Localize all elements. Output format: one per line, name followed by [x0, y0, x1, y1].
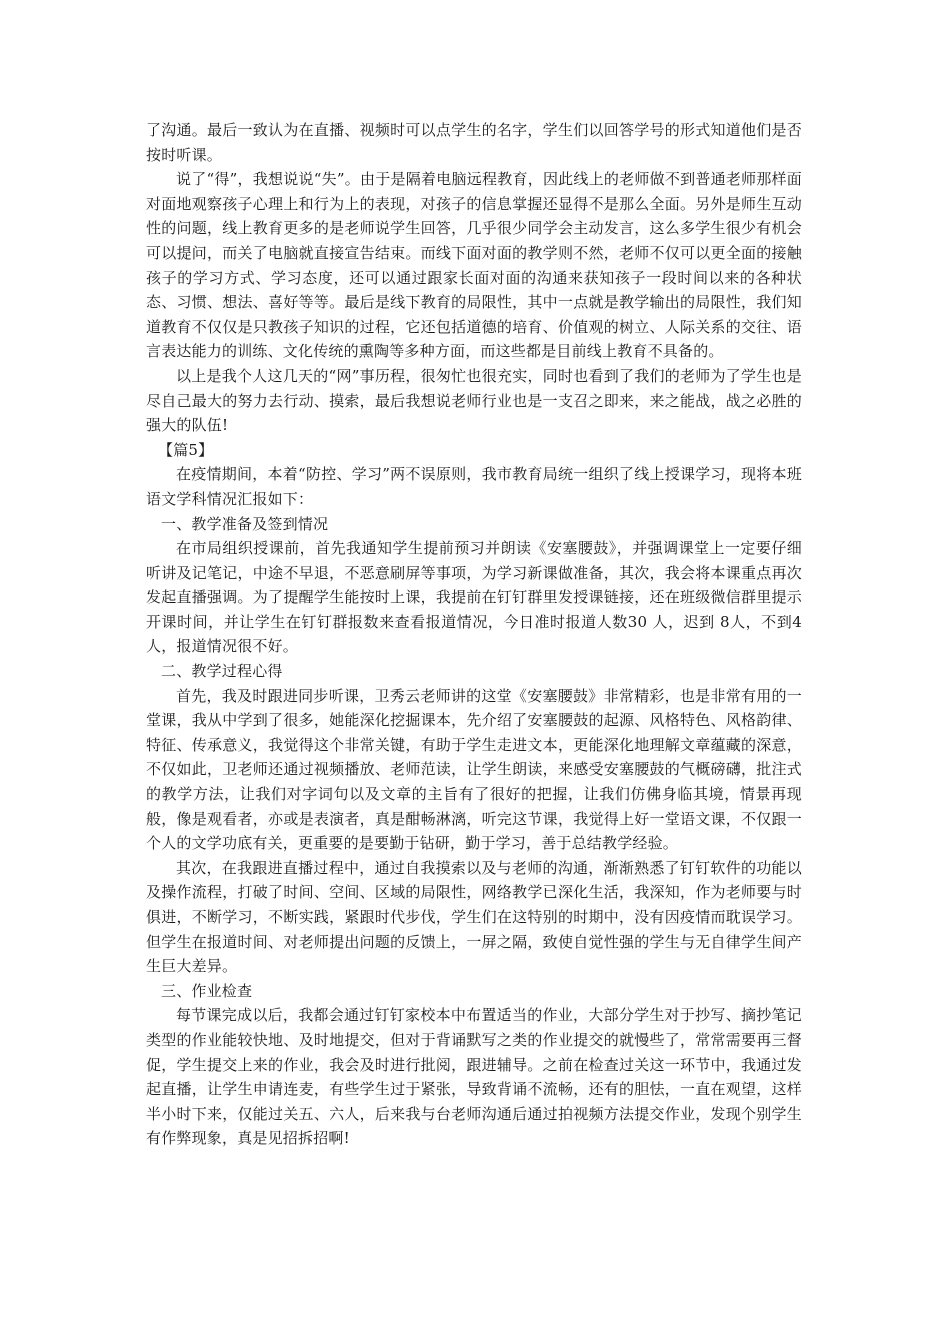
paragraph: 在疫情期间，本着“防控、学习”两不误原则，我市教育局统一组织了线上授课学习，现将本班语文学科情况汇报如下：	[146, 465, 802, 508]
paragraph: 首先，我及时跟进同步听课，卫秀云老师讲的这堂《安塞腰鼓》非常精彩，也是非常有用的一堂课，我从中学到了很多，她能深化挖掘课本，先介绍了安塞腰鼓的起源、风格特色、风格韵律、特征、传承意义，我觉得这个非常关键，有助于学生走进文本，更能深化地理解文章蕴藏的深意，不仅如此，卫老师还通过视频播放、老师范读，让学生朗读，来感受安塞腰鼓的气概磅礴，批注式的教学方法，让我们对字词句以及文章的主旨有了很好的把握，让我们仿佛身临其境，情景再现般，像是观看者，亦或是表演者，真是酣畅淋漓，听完这节课，我觉得上好一堂语文课，不仅跟一个人的文学功底有关，更重要的是要勤于钻研，勤于学习，善于总结教学经验。	[146, 686, 802, 853]
subsection-heading: 一、教学准备及签到情况	[161, 514, 329, 533]
paragraph: 以上是我个人这几天的“网”事历程，很匆忙也很充实，同时也看到了我们的老师为了学生也是尽自己最大的努力去行动、摸索，最后我想说老师行业也是一支召之即来，来之能战，战之必胜的强大的队伍!	[146, 366, 802, 435]
subsection-heading: 三、作业检查	[161, 981, 253, 1000]
subsection-heading: 二、教学过程心得	[161, 662, 283, 681]
paragraph: 其次，在我跟进直播过程中，通过自我摸索以及与老师的沟通，渐渐熟悉了钉钉软件的功能以及操作流程，打破了时间、空间、区域的局限性，网络教学已深化生活，我深知，作为老师要与时俱进，不断学习，不断实践，紧跟时代步伐，学生们在这特别的时期中，没有因疫情而耽误学习。但学生在报道时间、对老师提出问题的反馈上，一屏之隔，致使自觉性强的学生与无自律学生间产生巨大差异。	[146, 858, 802, 976]
document-body	[146, 118, 802, 1151]
section-heading: 【篇5】	[158, 440, 214, 459]
paragraph: 在市局组织授课前，首先我通知学生提前预习并朗读《安塞腰鼓》，并强调课堂上一定要仔细听讲及记笔记，中途不早退，不恶意刷屏等事项，为学习新课做准备，其次，我会将本课重点再次发起直播强调。为了提醒学生能按时上课，我提前在钉钉群里发授课链接，还在班级微信群里提示开课时间，并让学生在钉钉群报数来查看报道情况，今日准时报道人数30 人，迟到 8人，不到4人，报道情况很不好。	[146, 539, 802, 656]
paragraph: 说了“得”，我想说说“失”。由于是隔着电脑远程教育，因此线上的老师做不到普通老师那样面对面地观察孩子心理上和行为上的表现，对孩子的信息掌握还显得不是那么全面。另外是师生互动性的问题，线上教育更多的是老师说学生回答，几乎很少同学会主动发言，这么多学生很少有机会可以提问，而关了电脑就直接宣告结束。而线下面对面的教学则不然，老师不仅可以更全面的接触孩子的学习方式、学习态度，还可以通过跟家长面对面的沟通来获知孩子一段时间以来的各种状态、习惯、想法、喜好等等。最后是线下教育的局限性，其中一点就是教学输出的局限性，我们知道教育不仅仅是只教孩子知识的过程，它还包括道德的培育、价值观的树立、人际关系的交往、语言表达能力的训练、文化传统的熏陶等多种方面，而这些都是目前线上教育不具备的。	[146, 170, 802, 361]
paragraph: 每节课完成以后，我都会通过钉钉家校本中布置适当的作业，大部分学生对于抄写、摘抄笔记类型的作业能较快地、及时地提交，但对于背诵默写之类的作业提交的就慢些了，常常需要再三督促，学生提交上来的作业，我会及时进行批阅，跟进辅导。之前在检查过关这一环节中，我通过发起直播，让学生申请连麦，有些学生过于紧张，导致背诵不流畅，还有的胆怯，一直在观望，这样半小时下来，仅能过关五、六人，后来我与台老师沟通后通过拍视频方法提交作业，发现个别学生有作弊现象，真是见招拆招啊!	[146, 1006, 802, 1148]
paragraph: 了沟通。最后一致认为在直播、视频时可以点学生的名字，学生们以回答学号的形式知道他们是否按时听课。	[146, 121, 802, 164]
